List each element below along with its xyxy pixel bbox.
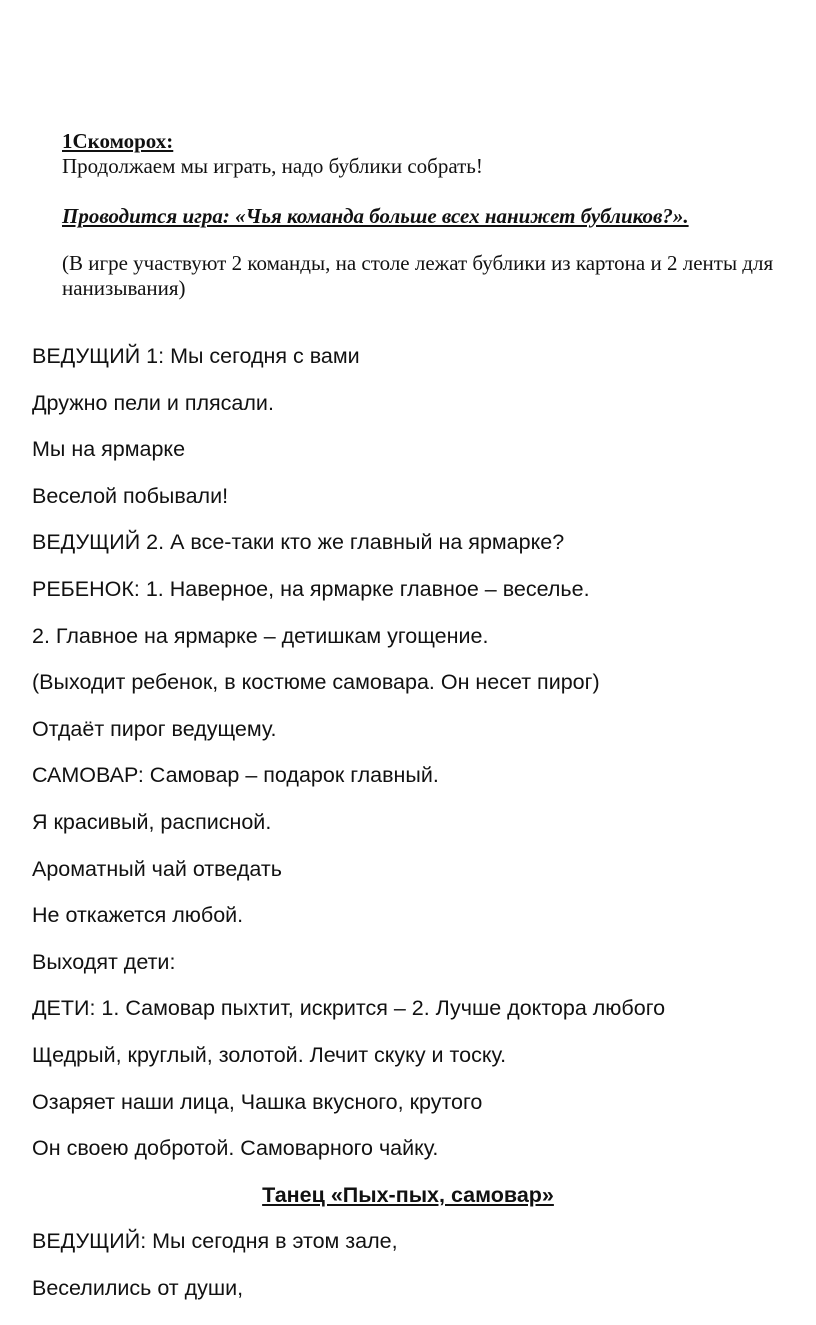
script-line: Я красивый, расписной. (32, 810, 272, 834)
script-line: ВЕДУЩИЙ 2. А все-таки кто же главный на ярмарке? (32, 530, 565, 554)
script-line: Веселились от души, (32, 1276, 244, 1300)
game-note: (В игре участвуют 2 команды, на столе лежат бублики из картона и 2 ленты для нанизывания) (62, 251, 774, 300)
script-line: Выходят дети: (32, 950, 176, 974)
script-line: Он своею добротой. Самоварного чайку. (32, 1136, 439, 1160)
script-line: (Выходит ребенок, в костюме самовара. Он несет пирог) (32, 670, 600, 694)
script-line: Не откажется любой. (32, 903, 244, 927)
script-line: Мы на ярмарке (32, 437, 186, 461)
dance-title: Танец «Пых-пых, самовар» (262, 1183, 554, 1207)
script-line: Озаряет наши лица, Чашка вкусного, крутого (32, 1090, 483, 1114)
script-line: Веселой побывали! (32, 484, 229, 508)
script-line: САМОВАР: Самовар – подарок главный. (32, 763, 439, 787)
skomorokh-line: Продолжаем мы играть, надо бублики собрать! (62, 154, 483, 178)
script-line: Отдаёт пирог ведущему. (32, 717, 277, 741)
script-line: Ароматный чай отведать (32, 857, 282, 881)
script-line: РЕБЕНОК: 1. Наверное, на ярмарке главное – веселье. (32, 577, 590, 601)
script-line: Щедрый, круглый, золотой. Лечит скуку и тоску. (32, 1043, 507, 1067)
script-line: Дружно пели и плясали. (32, 391, 274, 415)
script-line: 2. Главное на ярмарке – детишкам угощение. (32, 624, 489, 648)
script-line: ДЕТИ: 1. Самовар пыхтит, искрится – 2. Лучше доктора любого (32, 996, 666, 1020)
script-line: ВЕДУЩИЙ 1: Мы сегодня с вами (32, 344, 360, 368)
speaker-heading: 1Скоморох: (62, 129, 174, 153)
script-line: ВЕДУЩИЙ: Мы сегодня в этом зале, (32, 1229, 398, 1253)
game-title: Проводится игра: «Чья команда больше всех нанижет бубликов?». (62, 204, 689, 228)
